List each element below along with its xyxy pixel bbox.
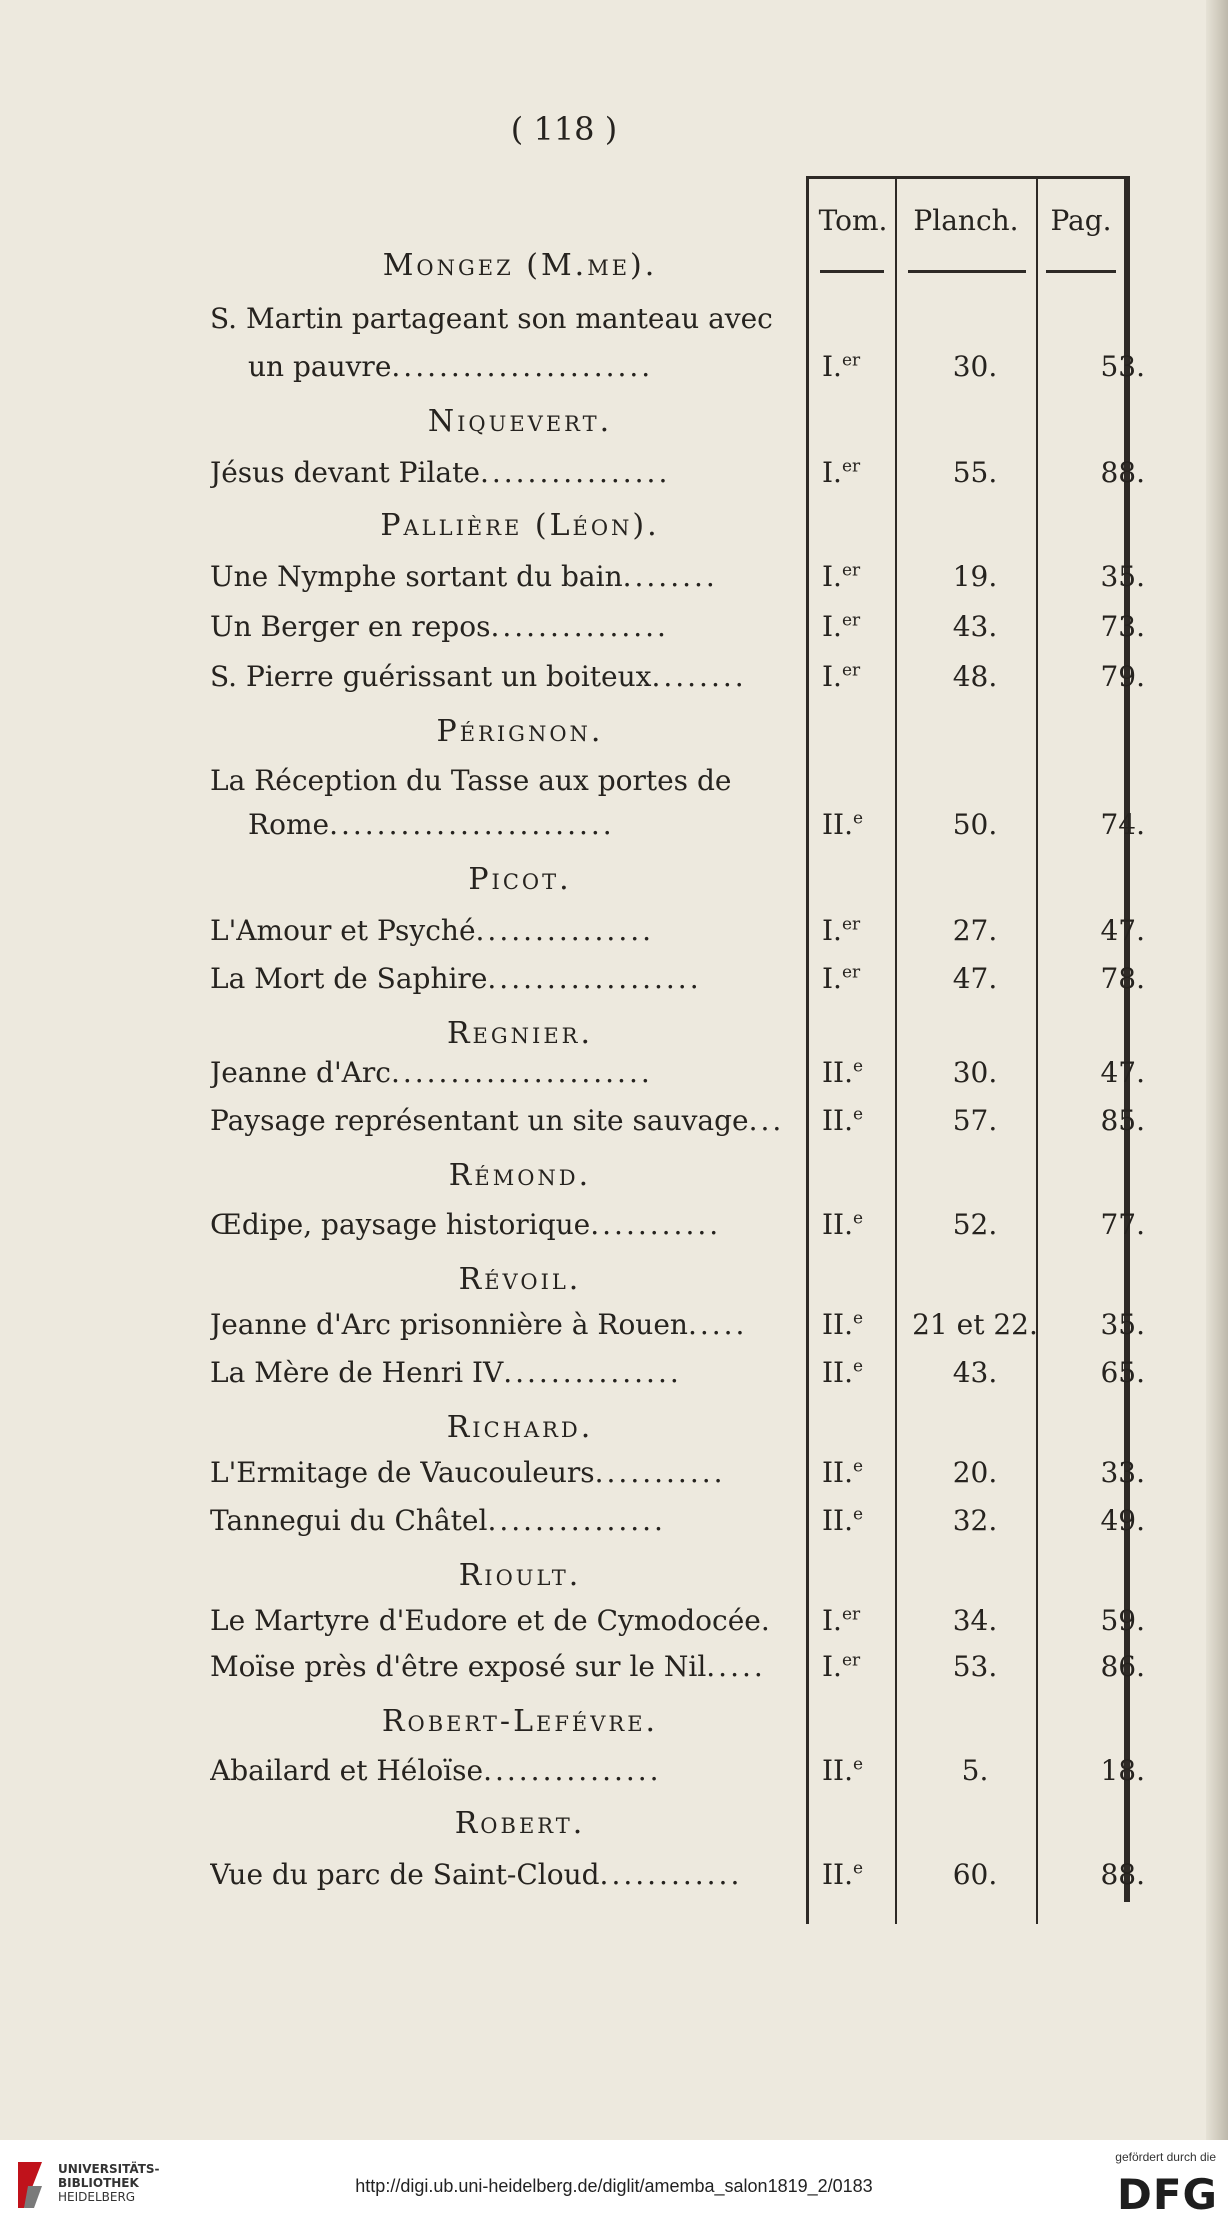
table-top-rule xyxy=(806,176,1130,179)
leader-dots: ........... xyxy=(590,1208,722,1241)
catalogue-entry xyxy=(210,660,1210,706)
entry-title-text: S. Pierre guérissant un boiteux xyxy=(210,660,652,693)
page-reference: 47. xyxy=(1100,1056,1145,1089)
entry-title xyxy=(210,610,800,643)
catalogue-entry xyxy=(210,764,1210,810)
volume-number: II. xyxy=(822,1754,854,1787)
entry-title-text: Abailard et Héloïse xyxy=(210,1754,484,1787)
volume-number: I. xyxy=(822,560,842,593)
plate-number: 20. xyxy=(952,1456,998,1489)
plate-number: 43. xyxy=(952,1356,998,1389)
page-reference: 73. xyxy=(1100,610,1145,643)
volume-ordinal: er xyxy=(841,914,861,935)
volume-number: I. xyxy=(822,660,842,693)
catalogue-entry xyxy=(210,1650,1210,1696)
entry-title-text: Jésus devant Pilate xyxy=(210,456,480,489)
entry-title xyxy=(210,1356,800,1389)
artist-heading: Pallière (Léon). xyxy=(380,508,660,543)
volume-ordinal: e xyxy=(853,1308,864,1329)
entry-title xyxy=(210,1208,800,1241)
artist-heading: Robert-Lefévre. xyxy=(381,1704,659,1739)
volume-ordinal: er xyxy=(841,560,861,581)
leader-dots: ........ xyxy=(622,560,718,593)
catalogue-entry xyxy=(210,1754,1210,1800)
entry-title xyxy=(210,1650,800,1683)
entry-title xyxy=(210,560,800,593)
entry-title-text: Moïse près d'être exposé sur le Nil xyxy=(210,1650,707,1683)
entry-title-text: L'Amour et Psyché xyxy=(210,914,476,947)
volume-number: I. xyxy=(822,1604,842,1637)
volume-cell xyxy=(822,456,902,489)
volume-ordinal: er xyxy=(841,350,861,371)
catalogue-entry xyxy=(210,962,1210,1008)
header-underline-planch xyxy=(908,270,1026,273)
volume-ordinal: er xyxy=(841,1604,861,1625)
artist-heading: Mongez (M.me). xyxy=(382,248,658,283)
catalogue-entry xyxy=(210,302,1210,348)
volume-number: II. xyxy=(822,1104,854,1137)
page-reference: 18. xyxy=(1100,1754,1145,1787)
artist-heading: Robert. xyxy=(454,1806,586,1841)
page-number xyxy=(0,110,1228,148)
leader-dots: ...................... xyxy=(390,1056,653,1089)
volume-number: II. xyxy=(822,1504,854,1537)
entry-title xyxy=(210,1604,800,1637)
page-reference: 59. xyxy=(1100,1604,1145,1637)
leader-dots: ..... xyxy=(687,1308,748,1341)
page-reference: 78. xyxy=(1100,962,1145,995)
entry-title xyxy=(210,1104,800,1137)
volume-ordinal: er xyxy=(841,456,861,477)
leader-dots: ... xyxy=(748,1104,785,1137)
catalogue-entry xyxy=(210,1504,1210,1550)
plate-number: 30. xyxy=(952,350,998,383)
page-reference: 53. xyxy=(1100,350,1145,383)
volume-number: I. xyxy=(822,610,842,643)
volume-cell xyxy=(822,962,902,995)
entry-title xyxy=(210,1504,800,1537)
page-reference: 88. xyxy=(1100,456,1145,489)
plate-number: 27. xyxy=(952,914,998,947)
leader-dots: ............ xyxy=(599,1858,743,1891)
entry-title xyxy=(210,302,800,335)
volume-cell xyxy=(822,1604,902,1637)
header-underline-pag xyxy=(1046,270,1116,273)
plate-number: 53. xyxy=(952,1650,998,1683)
page-reference: 86. xyxy=(1100,1650,1145,1683)
header-underline-tom xyxy=(820,270,884,273)
entry-title-text: Œdipe, paysage historique xyxy=(210,1208,591,1241)
entry-title-text: Une Nymphe sortant du bain xyxy=(210,560,623,593)
library-name-line: UNIVERSITÄTS- xyxy=(58,2162,160,2176)
volume-number: I. xyxy=(822,1650,842,1683)
entry-title xyxy=(210,660,800,693)
library-name-line: HEIDELBERG xyxy=(58,2190,136,2204)
page-reference: 35. xyxy=(1100,1308,1145,1341)
catalogue-entry xyxy=(210,808,1210,854)
volume-number: II. xyxy=(822,1308,854,1341)
artist-heading: Rémond. xyxy=(448,1158,592,1193)
leader-dots: . xyxy=(760,1604,773,1637)
volume-ordinal: e xyxy=(853,1754,864,1775)
artist-heading: Regnier. xyxy=(446,1016,594,1051)
plate-number: 48. xyxy=(952,660,998,693)
leader-dots: ............... xyxy=(487,1504,666,1537)
plate-number: 57. xyxy=(952,1104,998,1137)
volume-ordinal: er xyxy=(841,1650,861,1671)
page-reference: 65. xyxy=(1100,1356,1145,1389)
volume-number: I. xyxy=(822,962,842,995)
page-number-text: ( 118 ) xyxy=(510,110,618,148)
column-header-pag: Pag. xyxy=(1050,204,1112,237)
volume-number: I. xyxy=(822,456,842,489)
volume-cell xyxy=(822,350,902,383)
plate-number: 19. xyxy=(952,560,998,593)
volume-cell xyxy=(822,1754,902,1787)
volume-number: II. xyxy=(822,808,854,841)
artist-heading: Richard. xyxy=(446,1410,594,1445)
leader-dots: ............... xyxy=(490,610,669,643)
artist-heading: Pérignon. xyxy=(436,714,604,749)
entry-title xyxy=(248,350,800,383)
leader-dots: ................ xyxy=(479,456,671,489)
artist-heading: Niquevert. xyxy=(427,404,613,439)
catalogue-entry xyxy=(210,610,1210,656)
entry-title-text: S. Martin partageant son manteau avec xyxy=(210,302,773,335)
entry-title xyxy=(210,1456,800,1489)
volume-cell xyxy=(822,1504,902,1537)
volume-ordinal: e xyxy=(853,1504,864,1525)
leader-dots: ............... xyxy=(483,1754,662,1787)
plate-number: 43. xyxy=(952,610,998,643)
library-name-line: BIBLIOTHEK xyxy=(58,2176,139,2190)
volume-cell xyxy=(822,1208,902,1241)
volume-ordinal: er xyxy=(841,660,861,681)
entry-title xyxy=(210,1056,800,1089)
catalogue-entry xyxy=(210,1104,1210,1150)
volume-ordinal: e xyxy=(853,1056,864,1077)
volume-cell xyxy=(822,1650,902,1683)
page-reference: 33. xyxy=(1100,1456,1145,1489)
catalogue-entry xyxy=(210,560,1210,606)
volume-cell xyxy=(822,1456,902,1489)
leader-dots: ............... xyxy=(475,914,655,947)
entry-title-text: un pauvre xyxy=(248,350,392,383)
entry-title-text: La Mère de Henri IV xyxy=(210,1356,504,1389)
volume-ordinal: e xyxy=(853,1858,864,1879)
catalogue-entry xyxy=(210,1356,1210,1402)
volume-number: II. xyxy=(822,1208,854,1241)
entry-title xyxy=(210,914,800,947)
entry-title xyxy=(210,456,800,489)
volume-number: II. xyxy=(822,1456,854,1489)
entry-title-text: Rome xyxy=(248,808,330,841)
artist-heading: Picot. xyxy=(468,862,572,897)
entry-title xyxy=(210,1308,800,1341)
entry-title-text: Paysage représentant un site sauvage xyxy=(210,1104,749,1137)
entry-title-text: Le Martyre d'Eudore et de Cymodocée xyxy=(210,1604,761,1637)
plate-number: 30. xyxy=(952,1056,998,1089)
entry-title xyxy=(210,764,800,797)
volume-cell xyxy=(822,1104,902,1137)
leader-dots: ........... xyxy=(594,1456,726,1489)
funded-by-text: gefördert durch die xyxy=(1115,2150,1216,2164)
volume-cell xyxy=(822,610,902,643)
catalogue-entry xyxy=(210,1208,1210,1254)
catalogue-entry xyxy=(210,1056,1210,1102)
catalogue-entry xyxy=(210,1858,1210,1904)
volume-ordinal: e xyxy=(853,808,864,829)
page-reference: 79. xyxy=(1100,660,1145,693)
volume-ordinal: e xyxy=(853,1104,864,1125)
volume-ordinal: e xyxy=(853,1356,864,1377)
artist-heading: Révoil. xyxy=(458,1262,582,1297)
plate-number: 47. xyxy=(952,962,998,995)
volume-number: I. xyxy=(822,914,842,947)
volume-ordinal: e xyxy=(853,1456,864,1477)
plate-number: 60. xyxy=(952,1858,998,1891)
volume-cell xyxy=(822,1858,902,1891)
volume-cell xyxy=(822,1308,902,1341)
volume-number: I. xyxy=(822,350,842,383)
entry-title xyxy=(210,1754,800,1787)
plate-number: 52. xyxy=(952,1208,998,1241)
column-header-planch: Planch. xyxy=(913,204,1019,237)
plate-number: 5. xyxy=(961,1754,989,1787)
page-reference: 49. xyxy=(1100,1504,1145,1537)
catalogue-entry xyxy=(210,1604,1210,1650)
leader-dots: ............... xyxy=(503,1356,682,1389)
page-reference: 47. xyxy=(1100,914,1145,947)
leader-dots: ........ xyxy=(651,660,747,693)
column-header-tom: Tom. xyxy=(818,204,888,237)
source-url[interactable]: http://digi.ub.uni-heidelberg.de/diglit/amemba_salon1819_2/0183 xyxy=(355,2176,873,2196)
plate-number: 21 et 22. xyxy=(912,1308,1038,1341)
volume-ordinal: er xyxy=(841,962,861,983)
catalogue-entry xyxy=(210,1308,1210,1354)
catalogue-entry xyxy=(210,350,1210,396)
leader-dots: ..... xyxy=(706,1650,766,1683)
volume-cell xyxy=(822,1056,902,1089)
dfg-logo: DFG xyxy=(1116,2170,1218,2219)
page-reference: 77. xyxy=(1100,1208,1145,1241)
volume-number: II. xyxy=(822,1056,854,1089)
leader-dots: ........................ xyxy=(329,808,615,841)
page-reference: 35. xyxy=(1100,560,1145,593)
volume-number: II. xyxy=(822,1858,854,1891)
plate-number: 55. xyxy=(952,456,998,489)
entry-title-text: L'Ermitage de Vaucouleurs xyxy=(210,1456,595,1489)
entry-title-text: La Réception du Tasse aux portes de xyxy=(210,764,732,797)
entry-title-text: Jeanne d'Arc prisonnière à Rouen xyxy=(210,1308,688,1341)
entry-title-text: Jeanne d'Arc xyxy=(210,1056,391,1089)
artist-heading: Rioult. xyxy=(458,1558,582,1593)
leader-dots: .................. xyxy=(487,962,702,995)
entry-title-text: Vue du parc de Saint-Cloud xyxy=(210,1858,600,1891)
page-reference: 88. xyxy=(1100,1858,1145,1891)
page-reference: 74. xyxy=(1100,808,1145,841)
volume-ordinal: er xyxy=(841,610,861,631)
volume-ordinal: e xyxy=(853,1208,864,1229)
volume-cell xyxy=(822,560,902,593)
volume-cell xyxy=(822,660,902,693)
entry-title-text: La Mort de Saphire xyxy=(210,962,488,995)
footer-bar xyxy=(0,2140,1228,2232)
catalogue-entry xyxy=(210,1456,1210,1502)
entry-title xyxy=(210,1858,800,1891)
entry-title xyxy=(210,962,800,995)
plate-number: 32. xyxy=(952,1504,998,1537)
entry-title xyxy=(248,808,800,841)
volume-cell xyxy=(822,808,902,841)
volume-cell xyxy=(822,914,902,947)
volume-number: II. xyxy=(822,1356,854,1389)
plate-number: 34. xyxy=(952,1604,998,1637)
catalogue-entry xyxy=(210,914,1210,960)
entry-title-text: Un Berger en repos xyxy=(210,610,491,643)
page-reference: 85. xyxy=(1100,1104,1145,1137)
catalogue-entry xyxy=(210,456,1210,502)
volume-cell xyxy=(822,1356,902,1389)
entry-title-text: Tannegui du Châtel xyxy=(210,1504,488,1537)
plate-number: 50. xyxy=(952,808,998,841)
leader-dots: ...................... xyxy=(391,350,654,383)
